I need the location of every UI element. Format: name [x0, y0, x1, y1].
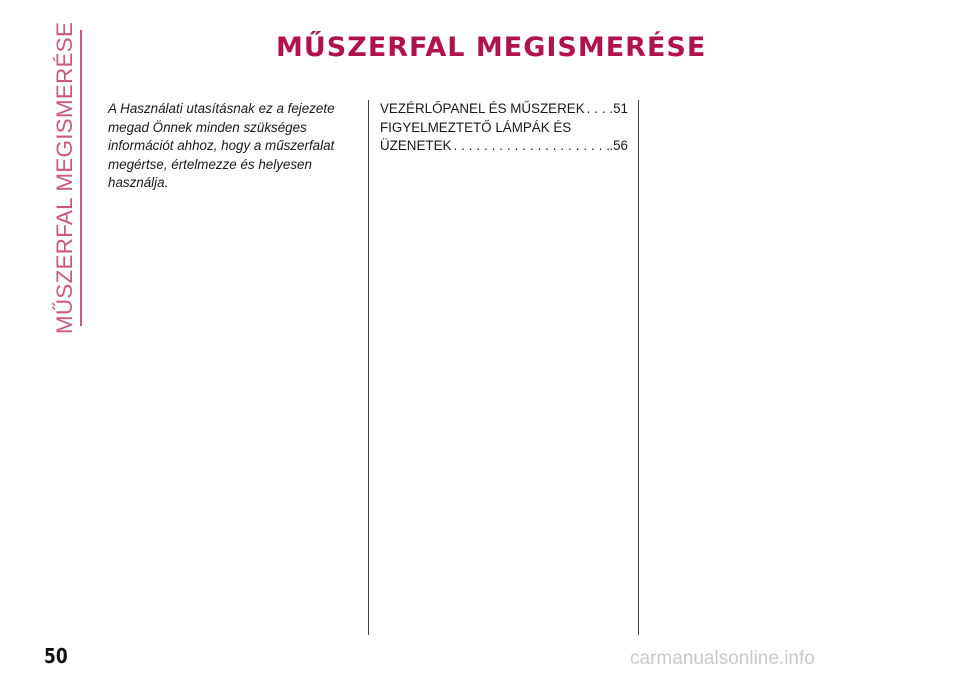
- side-title-rule: [80, 30, 82, 326]
- side-section-title: [50, 21, 80, 335]
- toc-leader-dots: [453, 137, 609, 156]
- side-section-title-text: MŰSZERFAL MEGISMERÉSE: [52, 21, 78, 335]
- table-of-contents: [380, 100, 628, 156]
- toc-entry-page: .51: [609, 101, 628, 116]
- toc-entry-title-line1: FIGYELMEZTETŐ LÁMPÁK ÉS: [380, 119, 572, 135]
- chapter-intro: A Használati utasításnak ez a fejezete megad Önnek minden szükséges információt ahhoz, hogy a műszerfalat megértse, értelmezze és helyesen használja.: [108, 101, 335, 191]
- toc-entry-page: .56: [609, 138, 628, 154]
- toc-entry-title-line2: ÜZENETEK: [380, 138, 452, 154]
- watermark-text: carmanualsonline.info: [630, 648, 815, 669]
- column-divider-left: [368, 100, 369, 635]
- column-divider-right: [638, 100, 639, 635]
- page-number: 50: [44, 644, 68, 668]
- toc-leader-dots: [587, 100, 610, 119]
- chapter-title: MŰSZERFAL MEGISMERÉSE: [276, 32, 707, 63]
- toc-entry-warning-lights[interactable]: [380, 119, 628, 156]
- toc-entry-title: VEZÉRLŐPANEL ÉS MŰSZEREK: [380, 101, 585, 116]
- toc-entry-dashboard[interactable]: [380, 100, 628, 119]
